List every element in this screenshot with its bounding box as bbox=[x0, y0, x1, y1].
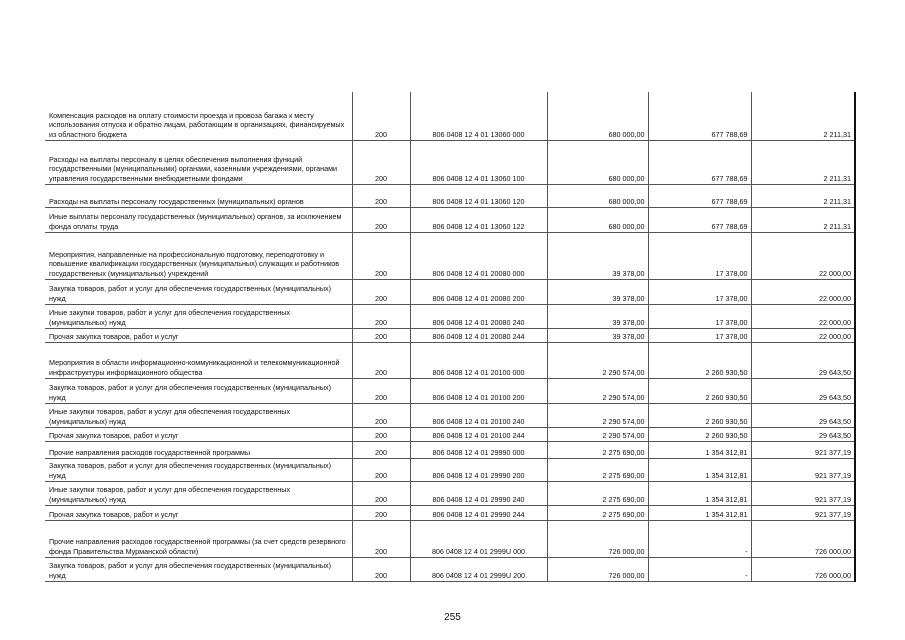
row-description: Закупка товаров, работ и услуг для обеспечения государственных (муниципальных) нужд bbox=[45, 557, 352, 581]
row-description: Прочая закупка товаров, работ и услуг bbox=[45, 505, 352, 520]
table-row bbox=[45, 557, 855, 581]
row-description: Прочая закупка товаров, работ и услуг bbox=[45, 328, 352, 342]
row-line-code: 200 bbox=[352, 458, 410, 481]
row-executed-amount: 2 260 930,50 bbox=[648, 378, 751, 403]
row-budget-classification-code: 806 0408 12 4 01 13060 100 bbox=[410, 140, 547, 184]
row-budget-classification-code: 806 0408 12 4 01 20100 244 bbox=[410, 427, 547, 441]
table-row bbox=[45, 505, 855, 520]
row-line-code: 200 bbox=[352, 184, 410, 207]
row-executed-amount: 17 378,00 bbox=[648, 328, 751, 342]
row-unexecuted-amount: 2 211,31 bbox=[751, 140, 855, 184]
row-approved-amount: 2 275 690,00 bbox=[547, 481, 648, 505]
row-approved-amount: 39 378,00 bbox=[547, 328, 648, 342]
row-line-code: 200 bbox=[352, 304, 410, 328]
row-line-code: 200 bbox=[352, 207, 410, 232]
row-line-code: 200 bbox=[352, 403, 410, 427]
row-executed-amount: 677 788,69 bbox=[648, 184, 751, 207]
row-line-code: 200 bbox=[352, 520, 410, 557]
page-number: 255 bbox=[444, 612, 461, 623]
row-budget-classification-code: 806 0408 12 4 01 20080 000 bbox=[410, 232, 547, 279]
row-unexecuted-amount: 921 377,19 bbox=[751, 481, 855, 505]
table-row bbox=[45, 403, 855, 427]
row-description: Иные закупки товаров, работ и услуг для обеспечения государственных (муниципальных) нужд bbox=[45, 481, 352, 505]
row-budget-classification-code: 806 0408 12 4 01 29990 200 bbox=[410, 458, 547, 481]
row-description: Расходы на выплаты персоналу государственных (муниципальных) органов bbox=[45, 184, 352, 207]
row-approved-amount: 680 000,00 bbox=[547, 140, 648, 184]
row-description: Мероприятия, направленные на профессиональную подготовку, переподготовку и повышение квалификации государственных (муниципальных) служащих и работников государственных (муниципальных) учреждений bbox=[45, 232, 352, 279]
row-approved-amount: 680 000,00 bbox=[547, 184, 648, 207]
row-executed-amount: 2 260 930,50 bbox=[648, 403, 751, 427]
table-body bbox=[45, 92, 855, 581]
row-executed-amount: 677 788,69 bbox=[648, 92, 751, 140]
row-line-code: 200 bbox=[352, 342, 410, 378]
row-description: Компенсация расходов на оплату стоимости проезда и провоза багажа к месту использования отпуска и обратно лицам, работающим в организациях, финансируемых из областного бюджета bbox=[45, 92, 352, 140]
row-line-code: 200 bbox=[352, 505, 410, 520]
row-unexecuted-amount: 22 000,00 bbox=[751, 328, 855, 342]
row-executed-amount: 677 788,69 bbox=[648, 207, 751, 232]
row-executed-amount: 1 354 312,81 bbox=[648, 458, 751, 481]
row-description: Иные закупки товаров, работ и услуг для обеспечения государственных (муниципальных) нужд bbox=[45, 304, 352, 328]
row-unexecuted-amount: 22 000,00 bbox=[751, 232, 855, 279]
row-line-code: 200 bbox=[352, 441, 410, 458]
row-description: Закупка товаров, работ и услуг для обеспечения государственных (муниципальных) нужд bbox=[45, 458, 352, 481]
row-approved-amount: 2 290 574,00 bbox=[547, 403, 648, 427]
table-row bbox=[45, 328, 855, 342]
table-row bbox=[45, 342, 855, 378]
table-row bbox=[45, 304, 855, 328]
table-row bbox=[45, 520, 855, 557]
row-executed-amount: 2 260 930,50 bbox=[648, 427, 751, 441]
row-line-code: 200 bbox=[352, 378, 410, 403]
row-budget-classification-code: 806 0408 12 4 01 2999U 000 bbox=[410, 520, 547, 557]
row-line-code: 200 bbox=[352, 427, 410, 441]
row-approved-amount: 726 000,00 bbox=[547, 520, 648, 557]
row-approved-amount: 2 275 690,00 bbox=[547, 505, 648, 520]
row-description: Закупка товаров, работ и услуг для обеспечения государственных (муниципальных) нужд bbox=[45, 279, 352, 304]
row-approved-amount: 2 290 574,00 bbox=[547, 378, 648, 403]
row-unexecuted-amount: 2 211,31 bbox=[751, 92, 855, 140]
row-description: Иные закупки товаров, работ и услуг для обеспечения государственных (муниципальных) нужд bbox=[45, 403, 352, 427]
table-row bbox=[45, 140, 855, 184]
row-unexecuted-amount: 29 643,50 bbox=[751, 427, 855, 441]
row-executed-amount: 2 260 930,50 bbox=[648, 342, 751, 378]
row-line-code: 200 bbox=[352, 140, 410, 184]
row-budget-classification-code: 806 0408 12 4 01 20080 240 bbox=[410, 304, 547, 328]
row-line-code: 200 bbox=[352, 328, 410, 342]
row-line-code: 200 bbox=[352, 92, 410, 140]
row-line-code: 200 bbox=[352, 557, 410, 581]
row-budget-classification-code: 806 0408 12 4 01 20080 244 bbox=[410, 328, 547, 342]
row-approved-amount: 2 275 690,00 bbox=[547, 458, 648, 481]
row-description: Закупка товаров, работ и услуг для обеспечения государственных (муниципальных) нужд bbox=[45, 378, 352, 403]
row-executed-amount: - bbox=[648, 557, 751, 581]
row-approved-amount: 680 000,00 bbox=[547, 207, 648, 232]
row-executed-amount: 1 354 312,81 bbox=[648, 481, 751, 505]
row-budget-classification-code: 806 0408 12 4 01 13060 120 bbox=[410, 184, 547, 207]
table-row bbox=[45, 378, 855, 403]
row-approved-amount: 680 000,00 bbox=[547, 92, 648, 140]
row-description: Расходы на выплаты персоналу в целях обеспечения выполнения функций государственными (муниципальными) органами, казенными учреждениями, органами управления государственными внебюджетными фондами bbox=[45, 140, 352, 184]
row-unexecuted-amount: 29 643,50 bbox=[751, 342, 855, 378]
row-executed-amount: 1 354 312,81 bbox=[648, 441, 751, 458]
table-row bbox=[45, 458, 855, 481]
row-unexecuted-amount: 29 643,50 bbox=[751, 378, 855, 403]
row-budget-classification-code: 806 0408 12 4 01 20100 200 bbox=[410, 378, 547, 403]
row-unexecuted-amount: 726 000,00 bbox=[751, 520, 855, 557]
table-row bbox=[45, 207, 855, 232]
row-executed-amount: 17 378,00 bbox=[648, 232, 751, 279]
row-description: Прочие направления расходов государственной программы (за счет средств резервного фонда Правительства Мурманской области) bbox=[45, 520, 352, 557]
row-unexecuted-amount: 726 000,00 bbox=[751, 557, 855, 581]
row-executed-amount: 17 378,00 bbox=[648, 304, 751, 328]
table-row bbox=[45, 184, 855, 207]
table-row bbox=[45, 427, 855, 441]
row-unexecuted-amount: 921 377,19 bbox=[751, 441, 855, 458]
table-row bbox=[45, 279, 855, 304]
row-approved-amount: 2 290 574,00 bbox=[547, 427, 648, 441]
row-description: Прочие направления расходов государственной программы bbox=[45, 441, 352, 458]
row-budget-classification-code: 806 0408 12 4 01 13060 000 bbox=[410, 92, 547, 140]
row-budget-classification-code: 806 0408 12 4 01 13060 122 bbox=[410, 207, 547, 232]
row-budget-classification-code: 806 0408 12 4 01 20100 000 bbox=[410, 342, 547, 378]
row-executed-amount: 17 378,00 bbox=[648, 279, 751, 304]
row-line-code: 200 bbox=[352, 279, 410, 304]
row-unexecuted-amount: 29 643,50 bbox=[751, 403, 855, 427]
row-line-code: 200 bbox=[352, 232, 410, 279]
row-budget-classification-code: 806 0408 12 4 01 29990 240 bbox=[410, 481, 547, 505]
table-row bbox=[45, 441, 855, 458]
row-budget-classification-code: 806 0408 12 4 01 20100 240 bbox=[410, 403, 547, 427]
row-description: Мероприятия в области информационно-коммуникационной и телекоммуникационной инфраструктуры информационного общества bbox=[45, 342, 352, 378]
table-row bbox=[45, 481, 855, 505]
row-description: Прочая закупка товаров, работ и услуг bbox=[45, 427, 352, 441]
row-description: Иные выплаты персоналу государственных (муниципальных) органов, за исключением фонда оплаты труда bbox=[45, 207, 352, 232]
row-approved-amount: 2 275 690,00 bbox=[547, 441, 648, 458]
row-unexecuted-amount: 921 377,19 bbox=[751, 505, 855, 520]
row-unexecuted-amount: 22 000,00 bbox=[751, 279, 855, 304]
row-executed-amount: 1 354 312,81 bbox=[648, 505, 751, 520]
row-unexecuted-amount: 2 211,31 bbox=[751, 207, 855, 232]
row-approved-amount: 39 378,00 bbox=[547, 232, 648, 279]
row-approved-amount: 2 290 574,00 bbox=[547, 342, 648, 378]
row-budget-classification-code: 806 0408 12 4 01 29990 000 bbox=[410, 441, 547, 458]
table-row bbox=[45, 232, 855, 279]
row-unexecuted-amount: 22 000,00 bbox=[751, 304, 855, 328]
row-executed-amount: 677 788,69 bbox=[648, 140, 751, 184]
row-executed-amount: - bbox=[648, 520, 751, 557]
row-budget-classification-code: 806 0408 12 4 01 2999U 200 bbox=[410, 557, 547, 581]
row-approved-amount: 39 378,00 bbox=[547, 304, 648, 328]
table-row bbox=[45, 92, 855, 140]
row-approved-amount: 726 000,00 bbox=[547, 557, 648, 581]
budget-execution-table bbox=[45, 92, 856, 582]
row-unexecuted-amount: 921 377,19 bbox=[751, 458, 855, 481]
row-budget-classification-code: 806 0408 12 4 01 29990 244 bbox=[410, 505, 547, 520]
row-budget-classification-code: 806 0408 12 4 01 20080 200 bbox=[410, 279, 547, 304]
row-line-code: 200 bbox=[352, 481, 410, 505]
row-approved-amount: 39 378,00 bbox=[547, 279, 648, 304]
row-unexecuted-amount: 2 211,31 bbox=[751, 184, 855, 207]
